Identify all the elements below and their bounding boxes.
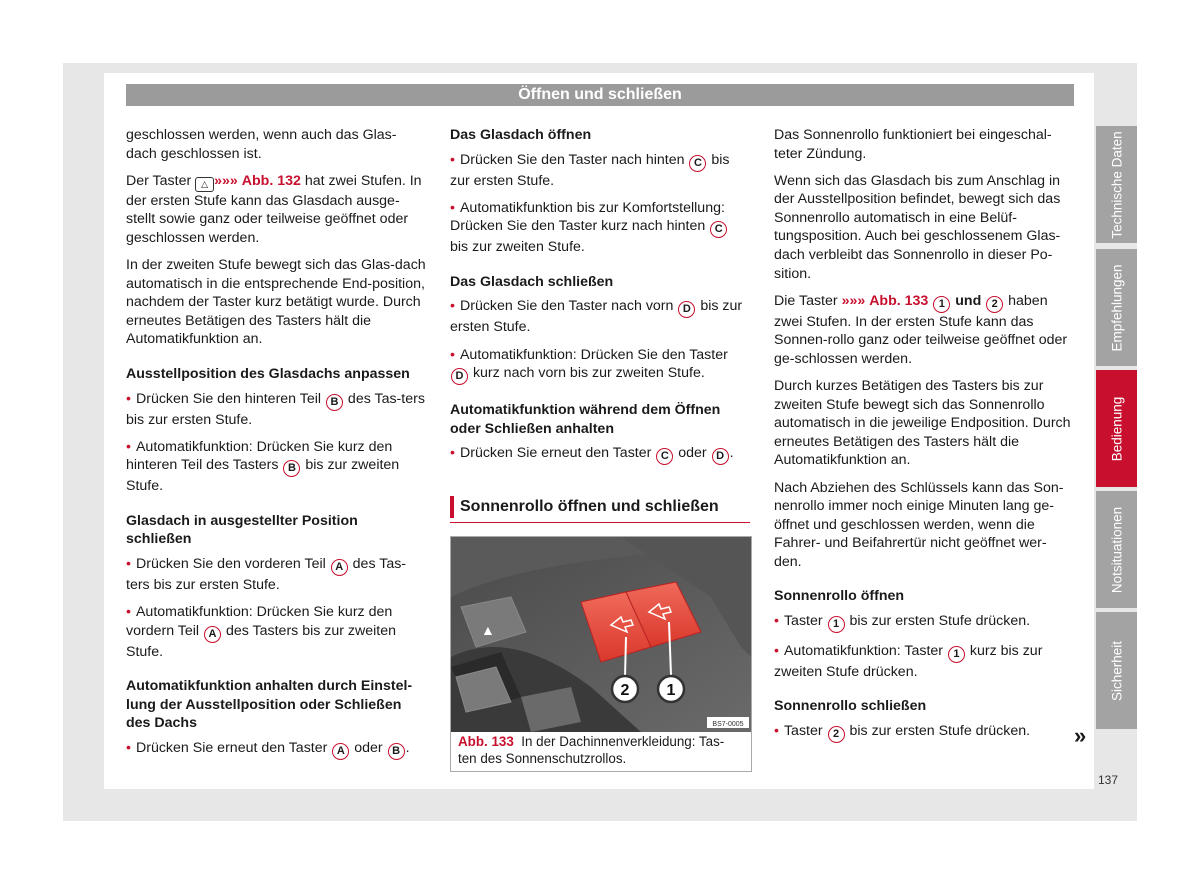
list-item: • Drücken Sie den Taster nach vorn D bis zur ersten Stufe. bbox=[450, 297, 750, 337]
tab-bedienung[interactable]: Bedienung bbox=[1096, 370, 1137, 487]
subheading: Glasdach in ausgestellter Position schließen bbox=[126, 512, 358, 548]
subheading: Sonnenrollo öffnen bbox=[774, 588, 905, 605]
continue-arrow: » bbox=[1074, 723, 1087, 748]
list-item: • Automatikfunktion: Drücken Sie kurz den vordern Teil A des Tasters bis zur zweiten Stufe. bbox=[126, 603, 426, 661]
list-item: • Drücken Sie den vorderen Teil A des Tas-ters bis zur ersten Stufe. bbox=[126, 555, 426, 595]
paragraph: Wenn sich das Glasdach bis zum Anschlag in der Ausstellposition befindet, bewegt sich das Sonnenrollo automatisch in eine Belüf-tungsposition. Auch bei geschlossenem Glas-dach verbleibt das Sonnenrollo in dieser Po-sition. bbox=[774, 172, 1061, 282]
tab-sicherheit[interactable]: Sicherheit bbox=[1096, 612, 1137, 729]
tab-notsituationen[interactable]: Notsituationen bbox=[1096, 491, 1137, 608]
section-header: Öffnen und schließen bbox=[126, 84, 1074, 106]
figure-code: BS7-0005 bbox=[712, 721, 744, 728]
paragraph: Der Taster △ »»» Abb. 132 hat zwei Stufen. In der ersten Stufe kann das Glasdach ausge-stellt sowie ganz oder teilweise geöffnet oder geschlossen werden. bbox=[126, 172, 422, 246]
section-divider bbox=[450, 522, 750, 523]
figure-caption: Abb. 133 In der Dachinnenverkleidung: Tas-ten des Sonnenschutzrollos. bbox=[458, 734, 725, 766]
paragraph: Nach Abziehen des Schlüssels kann das Son-nenrollo immer noch einige Minuten lang ge-öffnet und geschlossen werden, wenn die Fahrer- und Beifahrertür nicht geöffnet wer-den. bbox=[774, 479, 1064, 570]
ref-arrows: »»» bbox=[214, 172, 238, 189]
key-label: B bbox=[283, 460, 300, 477]
key-label: B bbox=[388, 743, 405, 760]
paragraph: Die Taster »»» Abb. 133 1 und 2 haben zwei Stufen. In der ersten Stufe kann das Sonnen-rollo ganz oder teilweise geöffnet oder ge-schlossen werden. bbox=[774, 292, 1068, 367]
tab-technische-daten[interactable]: Technische Daten bbox=[1096, 126, 1137, 243]
subheading: Sonnenrollo schließen bbox=[774, 698, 927, 715]
key-label: D bbox=[712, 448, 729, 465]
tab-empfehlungen[interactable]: Empfehlungen bbox=[1096, 249, 1137, 366]
list-item: • Drücken Sie erneut den Taster A oder B . bbox=[126, 739, 426, 760]
page-number: 137 bbox=[1098, 773, 1119, 787]
key-label: 1 bbox=[933, 296, 950, 313]
subheading: Das Glasdach schließen bbox=[450, 273, 614, 290]
list-item: • Automatikfunktion: Drücken Sie den Taster D kurz nach vorn bis zur zweiten Stufe. bbox=[450, 346, 750, 386]
list-item: • Taster 2 bis zur ersten Stufe drücken. bbox=[774, 722, 1074, 743]
list-item: • Drücken Sie erneut den Taster C oder D . bbox=[450, 444, 750, 465]
key-label: D bbox=[678, 301, 695, 318]
column-1 bbox=[126, 126, 426, 769]
list-item: • Automatikfunktion: Taster 1 kurz bis zur zweiten Stufe drücken. bbox=[774, 642, 1074, 682]
key-label: A bbox=[204, 626, 221, 643]
subheading: Automatikfunktion anhalten durch Einstel-lung der Ausstellposition oder Schließen des Dachs bbox=[126, 678, 413, 732]
list-item: • Automatikfunktion bis zur Komfortstellung: Drücken Sie den Taster kurz nach hinten C bis zur zweiten Stufe. bbox=[450, 199, 750, 257]
paragraph: In der zweiten Stufe bewegt sich das Glas-dach automatisch in die entsprechende End-position, nachdem der Taster kurz betätigt wurde. Durch erneutes Betätigen des Tasters hält die Automatikfunktion an. bbox=[126, 256, 426, 348]
figure-ref-link[interactable]: Abb. 133 bbox=[869, 292, 929, 309]
key-label: B bbox=[326, 394, 343, 411]
key-label: 2 bbox=[986, 296, 1003, 313]
key-label: 2 bbox=[828, 726, 845, 743]
paragraph: geschlossen werden, wenn auch das Glas-dach geschlossen ist. bbox=[126, 127, 397, 162]
list-item: • Drücken Sie den Taster nach hinten C bis zur ersten Stufe. bbox=[450, 151, 750, 191]
key-label: A bbox=[331, 559, 348, 576]
key-label: 1 bbox=[948, 646, 965, 663]
svg-text:▲: ▲ bbox=[481, 622, 495, 638]
sunroof-key-icon: △ bbox=[195, 177, 214, 192]
callout-2-label: 2 bbox=[620, 682, 630, 699]
caption-ref: Abb. 133 bbox=[458, 734, 514, 749]
ref-arrows: »»» bbox=[841, 292, 866, 309]
key-label: D bbox=[451, 368, 468, 385]
callout-1-label: 1 bbox=[666, 682, 676, 699]
key-label: C bbox=[710, 221, 727, 238]
figure-illustration bbox=[451, 537, 751, 732]
column-3 bbox=[774, 126, 1074, 751]
key-label: A bbox=[332, 743, 349, 760]
section-title: Sonnenrollo öffnen und schließen bbox=[450, 496, 760, 518]
figure-ref-link[interactable]: Abb. 132 bbox=[241, 172, 301, 189]
key-label: C bbox=[656, 448, 673, 465]
paragraph: Durch kurzes Betätigen des Tasters bis zur zweiten Stufe bewegt sich das Sonnenrollo automatisch in die jeweilige Endposition. Durch erneutes Betätigen des Tasters hält die Automatikfunktion an. bbox=[774, 378, 1071, 469]
list-item: • Taster 1 bis zur ersten Stufe drücken. bbox=[774, 612, 1074, 633]
key-label: 1 bbox=[828, 616, 845, 633]
list-item: • Automatikfunktion: Drücken Sie kurz den hinteren Teil des Tasters B bis zur zweiten Stufe. bbox=[126, 438, 426, 496]
key-label: C bbox=[689, 155, 706, 172]
column-2 bbox=[450, 126, 750, 474]
subheading: Ausstellposition des Glasdachs anpassen bbox=[126, 365, 410, 382]
subheading: Das Glasdach öffnen bbox=[450, 127, 592, 143]
subheading: Automatikfunktion während dem Öffnen oder Schließen anhalten bbox=[450, 402, 721, 437]
paragraph: Das Sonnenrollo funktioniert bei eingeschal-teter Zündung. bbox=[774, 127, 1052, 162]
list-item: • Drücken Sie den hinteren Teil B des Tas-ters bis zur ersten Stufe. bbox=[126, 390, 426, 430]
